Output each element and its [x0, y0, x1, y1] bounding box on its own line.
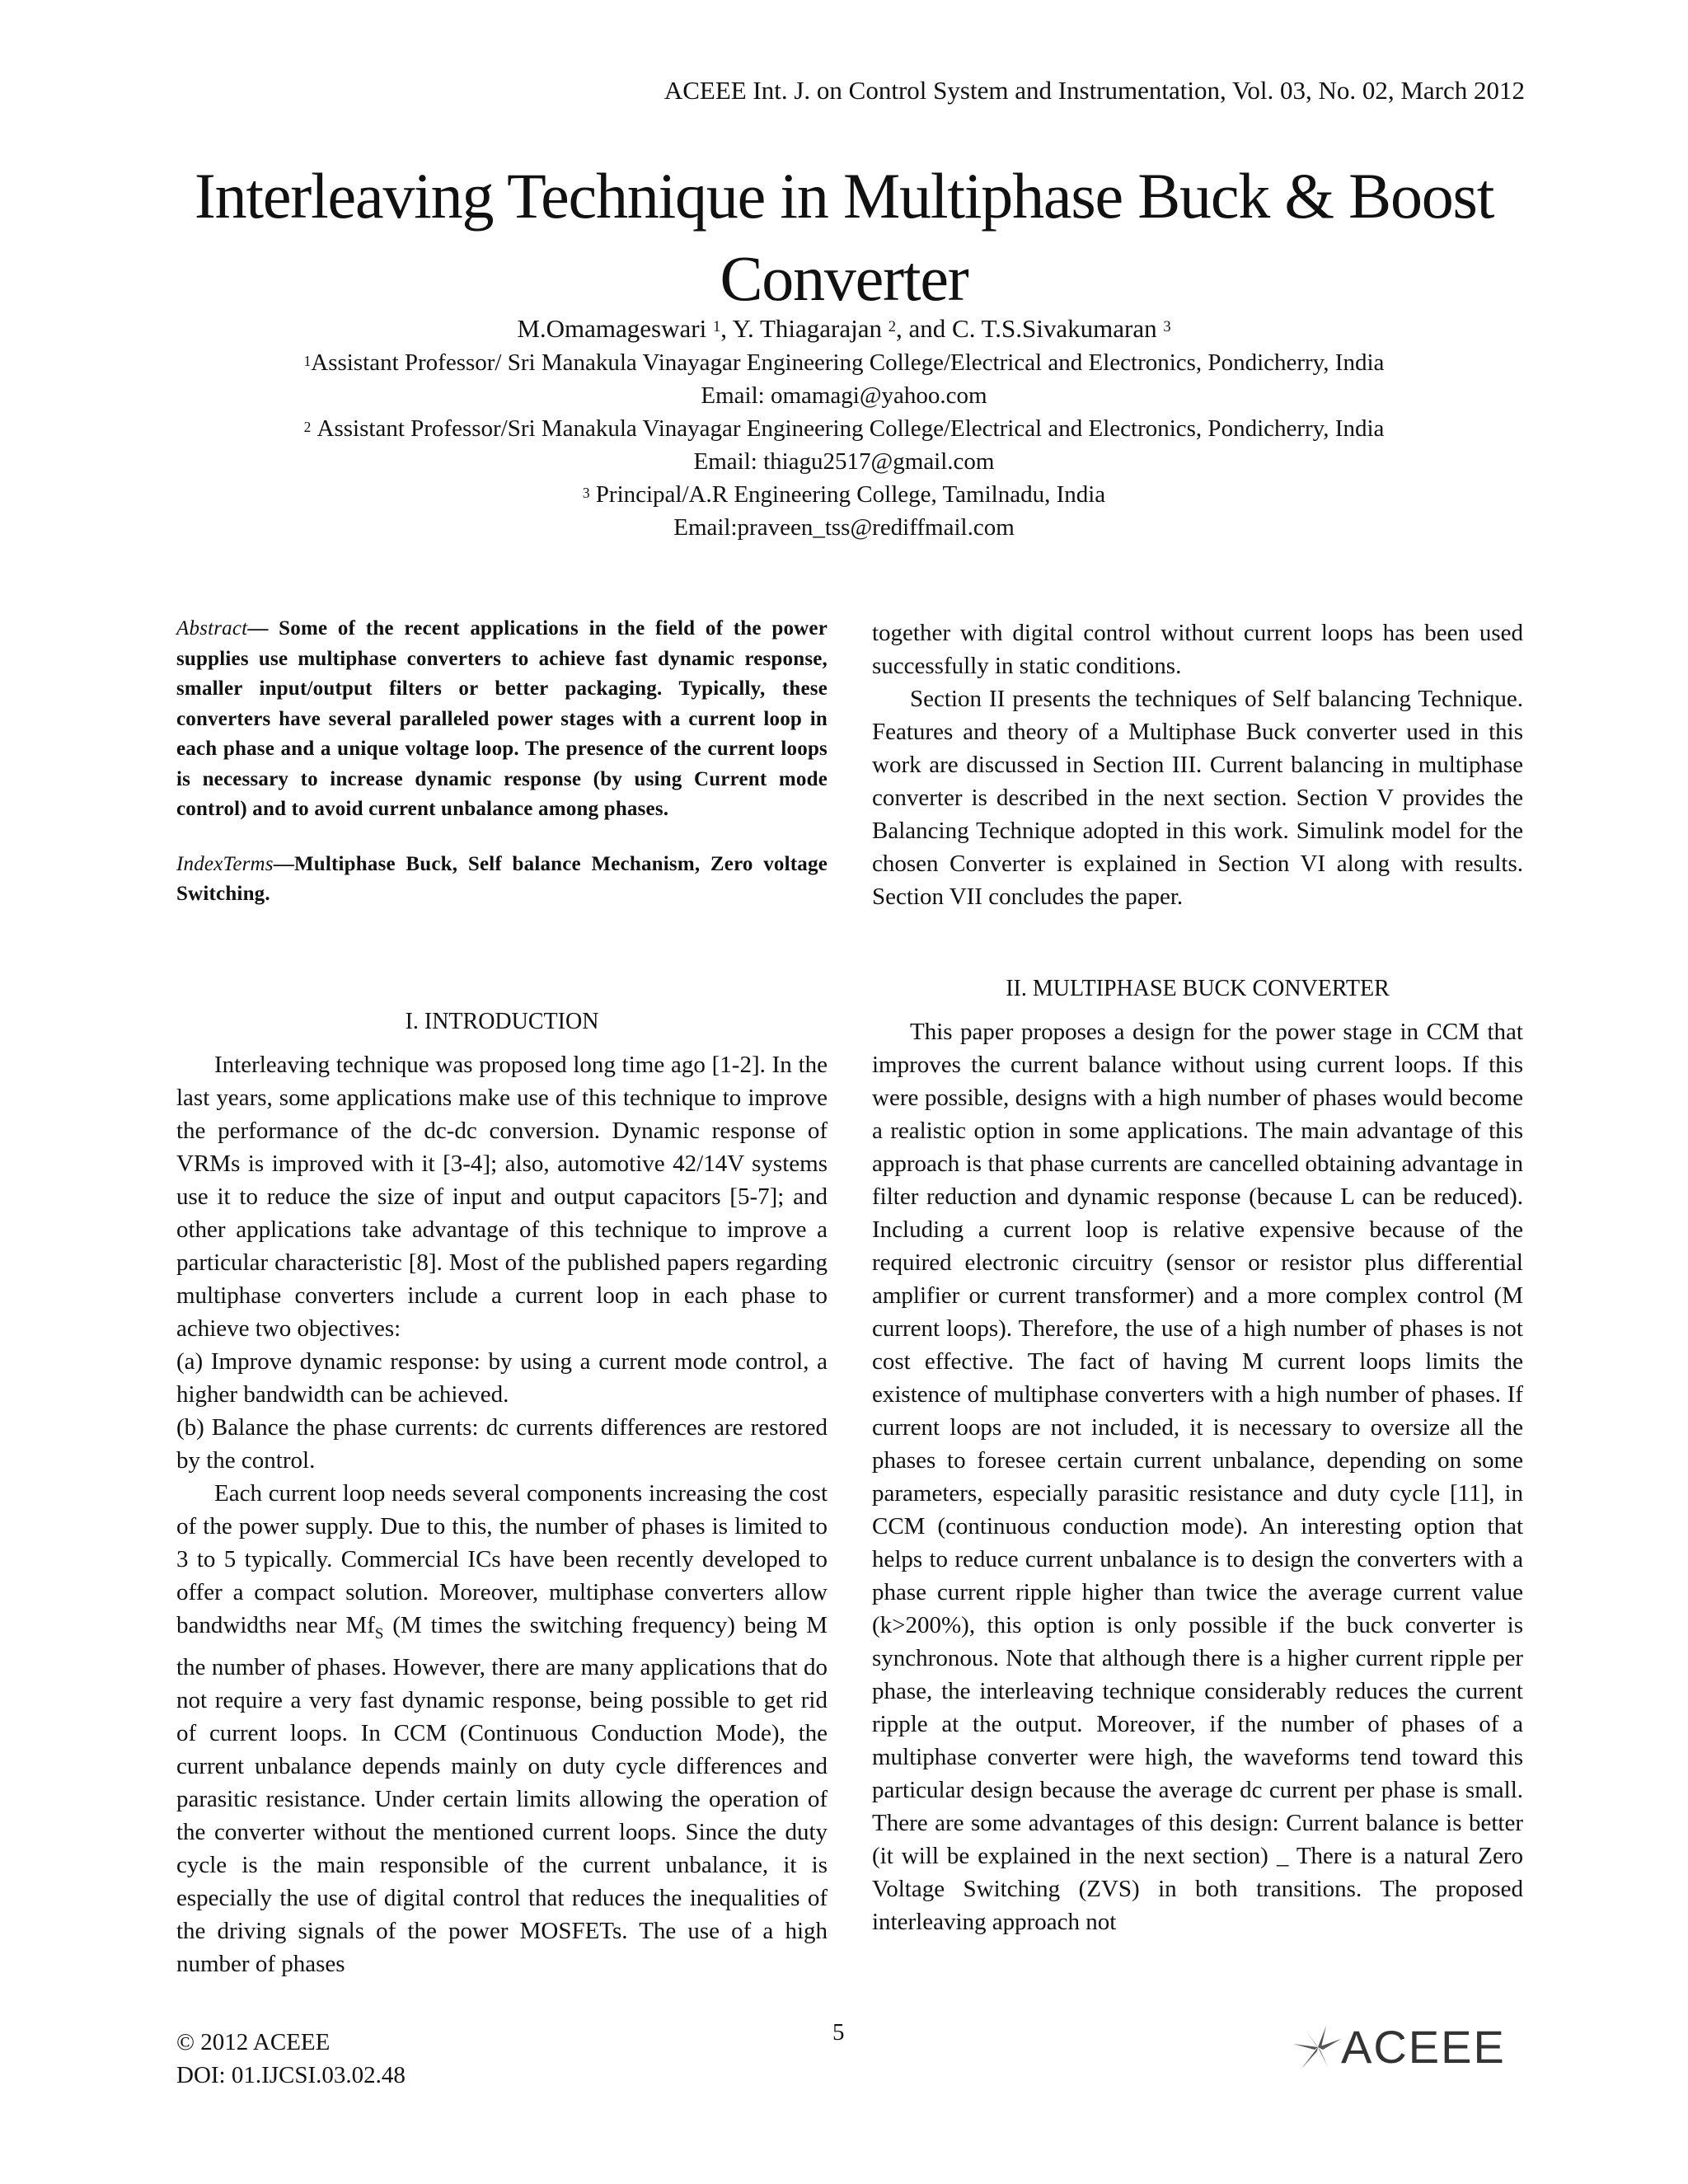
list-item: (a) Improve dynamic response: by using a current mode control, a higher bandwidth can be achieved.	[176, 1348, 828, 1408]
affiliation-2: $^2$ Assistant Professor/Sri Manakula Vinayagar Engineering College/Electrical and Electronics, Pondicherry, India	[303, 415, 1385, 442]
paragraph: Section II presents the techniques of Self balancing Technique. Features and theory of a Multiphase Buck converter used in this work are discussed in Section III. Current balancing in multiphase converter is described in the next section. Section V provides the Balancing Technique adopted in this work. Simulink model for the chosen Converter is explained in Section VI along with results. Section VII concludes the paper.	[872, 686, 1523, 910]
abstract: Abstract— Some of the recent applications in the field of the power supplies use multiphase converters to achieve fast dynamic response, smaller input/output filters or better packaging. Typically, these converters have several paralleled power stages with a current loop in each phase and a unique voltage loop. The presence of the current loops is necessary to increase dynamic response (by using Current mode control) and to avoid current unbalance among phases.	[176, 617, 828, 820]
doi: DOI: 01.IJCSI.03.02.48	[176, 2062, 406, 2088]
paper-title: Interleaving Technique in Multiphase Buck & Boost Converter	[194, 160, 1494, 314]
section-introduction	[176, 1005, 828, 1980]
index-terms-label: IndexTerms	[176, 852, 274, 875]
author-name: M.Omamageswari	[517, 314, 707, 343]
author-superscript: 2	[888, 318, 897, 335]
abstract-block	[176, 614, 828, 910]
abstract-label: Abstract	[176, 617, 248, 640]
publisher-logo	[1290, 2021, 1529, 2073]
affiliation-3: $^3$ Principal/A.R Engineering College, Tamilnadu, India	[582, 481, 1106, 508]
email-1: Email: omamagi@yahoo.com	[701, 382, 987, 409]
section-heading: II. MULTIPHASE BUCK CONVERTER	[1006, 976, 1390, 1001]
email-3: Email:praveen_tss@rediffmail.com	[673, 514, 1015, 541]
paragraph: Each current loop needs several components increasing the cost of the power supply. Due to this, the number of phases is limited to 3 to 5 typically. Commercial ICs have been recently developed to offer a compact solution. Moreover, multiphase converters allow bandwidths near $Mf_S$ (M times the switching frequency) being M the number of phases. However, there are many applications that do not require a very fast dynamic response, being possible to get rid of current loops. In CCM (Continuous Conduction Mode), the current unbalance depends mainly on duty cycle differences and parasitic resistance. Under certain limits allowing the operation of the converter without the mentioned current loops. Since the duty cycle is the main responsible of the current unbalance, it is especially the use of digital control that reduces the inequalities of the driving signals of the power MOSFETs. The use of a high number of phases	[176, 1480, 828, 1977]
right-column-top	[872, 616, 1523, 913]
copyright: © 2012 ACEEE	[176, 2029, 331, 2055]
affiliation-1: $^1$Assistant Professor/ Sri Manakula Vinayagar Engineering College/Electrical and Electronics, Pondicherry, India	[303, 349, 1385, 376]
journal-header: ACEEE Int. J. on Control System and Instrumentation, Vol. 03, No. 02, March 2012	[663, 76, 1525, 105]
section-multiphase-buck	[872, 972, 1523, 1938]
author-block	[132, 312, 1556, 544]
index-terms: IndexTerms—Multiphase Buck, Self balance Mechanism, Zero voltage Switching.	[176, 852, 828, 905]
author-superscript: 1	[712, 318, 721, 335]
email-2: Email: thiagu2517@gmail.com	[693, 448, 995, 475]
author-name: C. T.S.Sivakumaran	[952, 314, 1157, 343]
page-number: 5	[832, 2019, 845, 2046]
logo-text: ACEEE	[1341, 2021, 1506, 2073]
paragraph: together with digital control without current loops has been used successfully in static conditions.	[872, 620, 1523, 679]
star-icon	[1290, 2022, 1343, 2072]
footer-info	[176, 2026, 406, 2092]
paragraph: Interleaving technique was proposed long time ago [1-2]. In the last years, some applications make use of this technique to improve the performance of the dc-dc conversion. Dynamic response of VRMs is improved with it [3-4]; also, automotive 42/14V systems use it to reduce the size of input and output capacitors [5-7]; and other applications take advantage of this technique to improve a particular characteristic [8]. Most of the published papers regarding multiphase converters include a current loop in each phase to achieve two objectives:	[176, 1052, 828, 1342]
author-superscript: 3	[1163, 318, 1171, 335]
author-name: Y. Thiagarajan	[732, 314, 882, 343]
section-heading: I. INTRODUCTION	[405, 1009, 599, 1034]
author-list: M.Omamageswari $^1$, Y. Thiagarajan $^2$, and C. T.S.Sivakumaran $^3$	[517, 314, 1171, 343]
paragraph: This paper proposes a design for the power stage in CCM that improves the current balance without using current loops. If this were possible, designs with a high number of phases would become a realistic option in some applications. The main advantage of this approach is that phase currents are cancelled obtaining advantage in filter reduction and dynamic response (because L can be reduced). Including a current loop is relative expensive because of the required electronic circuitry (sensor or resistor plus differential amplifier or current transformer) and a more complex control (M current loops). Therefore, the use of a high number of phases is not cost effective. The fact of having M current loops limits the existence of multiphase converters with a high number of phases. If current loops are not included, it is necessary to oversize all the phases to foresee certain current unbalance, depending on some parameters, especially parasitic resistance and duty cycle [11], in CCM (continuous conduction mode). An interesting option that helps to reduce current unbalance is to design the converters with a phase current ripple higher than twice the average current value (k>200%), this option is only possible if the buck converter is synchronous. Note that although there is a higher current ripple per phase, the interleaving technique considerably reduces the current ripple at the output. Moreover, if the number of phases of a multiphase converter were high, the waveforms tend toward this particular design because the average dc current per phase is small. There are some advantages of this design: Current balance is better (it will be explained in the next section) _ There is a natural Zero Voltage Switching (ZVS) in both transitions. The proposed interleaving approach not	[872, 1019, 1523, 1935]
list-item: (b) Balance the phase currents: dc currents differences are restored by the control.	[176, 1414, 828, 1474]
